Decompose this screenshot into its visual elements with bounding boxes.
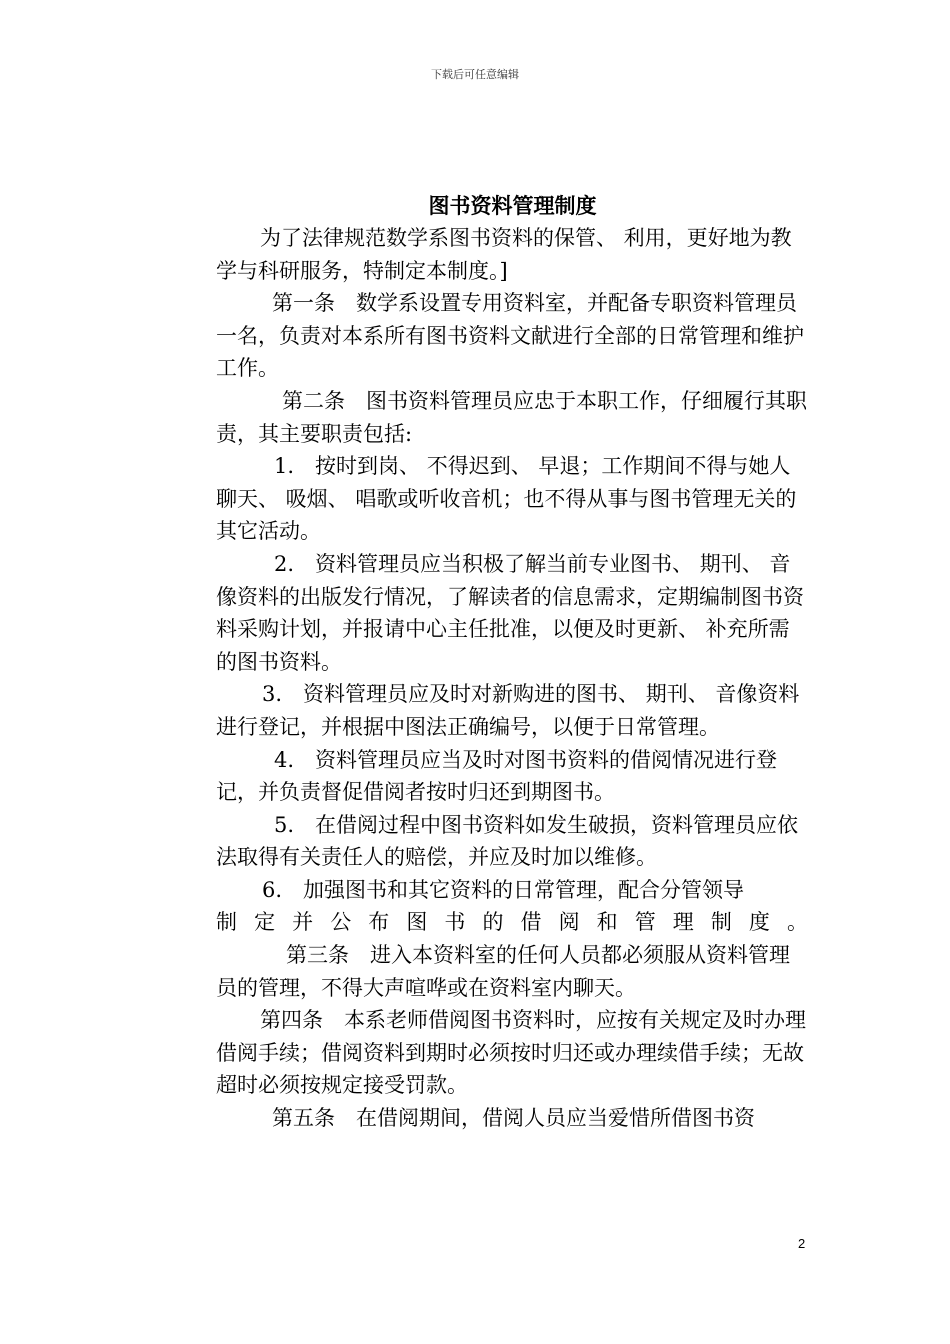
page-number: 2 xyxy=(798,1236,806,1251)
paragraph: 第五条 在借阅期间，借阅人员应当爱惜所借图书资 xyxy=(272,1106,755,1131)
paragraph: 第一条 数学系设置专用资料室，并配备专职资料管理员一名，负责对本系所有图书资料文献进行全部的日常管理和维护工作。 xyxy=(216,291,804,381)
document-body xyxy=(216,222,808,1135)
paragraph: 第三条 进入本资料室的任何人员都必须服从资料管理员的管理，不得大声喧哗或在资料室内聊天。 xyxy=(216,943,790,1000)
paragraph: 为了法律规范数学系图书资料的保管、 利用，更好地为教学与科研服务，特制定本制度。] xyxy=(216,226,792,283)
list-item-continuation: 制定并公布图书的借阅和管理制度。 xyxy=(216,910,808,935)
list-item: 4. 资料管理员应当及时对图书资料的借阅情况进行登记，并负责督促借阅者按时归还到期图书。 xyxy=(216,747,778,805)
header-note: 下载后可任意编辑 xyxy=(431,68,519,81)
list-item: 5. 在借阅过程中图书资料如发生破损，资料管理员应依法取得有关责任人的赔偿，并应及时加以维修。 xyxy=(216,812,799,870)
paragraph: 第二条 图书资料管理员应忠于本职工作，仔细履行其职责，其主要职责包括: xyxy=(216,388,807,446)
document-title: 图书资料管理制度 xyxy=(428,194,597,218)
list-item: 1. 按时到岗、 不得迟到、 早退；工作期间不得与她人聊天、 吸烟、 唱歌或听收音机；也不得从事与图书管理无关的其它活动。 xyxy=(216,454,797,544)
list-item: 3. 资料管理员应及时对新购进的图书、 期刊、 音像资料进行登记，并根据中图法正确编号，以便于日常管理。 xyxy=(216,682,800,739)
paragraph: 第四条 本系老师借阅图书资料时，应按有关规定及时办理借阅手续；借阅资料到期时必须按时归还或办理续借手续；无故超时必须按规定接受罚款。 xyxy=(216,1008,806,1098)
list-item: 2. 资料管理员应当积极了解当前专业图书、 期刊、 音像资料的出版发行情况，了解读者的信息需求，定期编制图书资料采购计划，并报请中心主任批准，以便及时更新、 补充所需的图书资料。 xyxy=(216,551,804,674)
list-item: 6. 加强图书和其它资料的日常管理，配合分管领导 xyxy=(262,877,745,902)
